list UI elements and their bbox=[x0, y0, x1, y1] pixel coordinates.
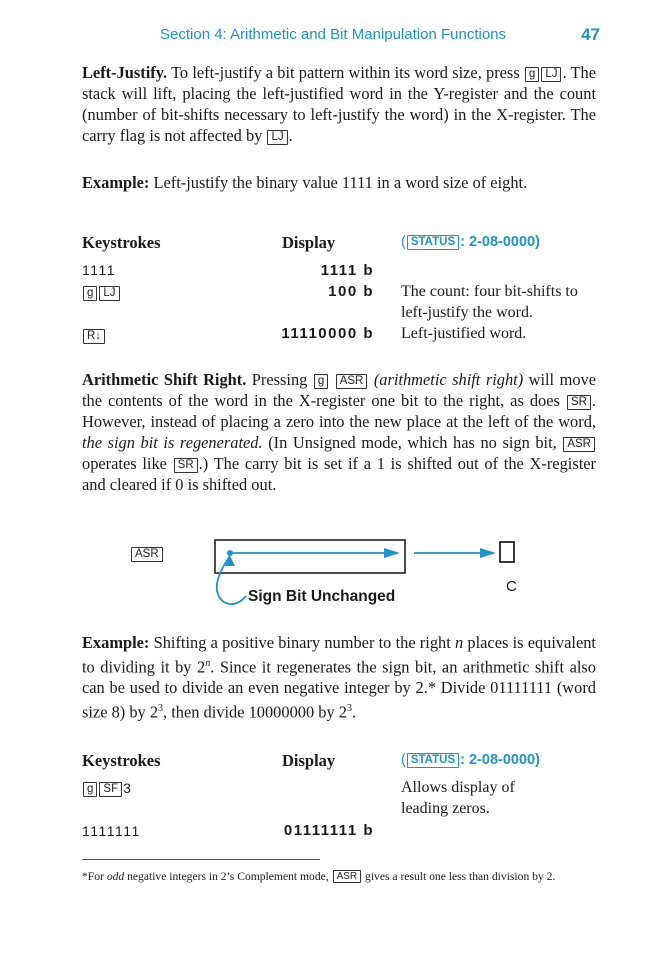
example-label: Example: bbox=[82, 173, 150, 192]
footnote-rule bbox=[82, 859, 320, 860]
footnote bbox=[82, 869, 596, 885]
roll-down-key: R↓ bbox=[83, 329, 105, 344]
asr-key: ASR bbox=[333, 870, 362, 883]
keystrokes-heading: Keystrokes bbox=[82, 751, 161, 770]
carry-box bbox=[500, 542, 514, 562]
sf-key: SF bbox=[99, 782, 122, 797]
lj-text-1: To left-justify a bit pattern within its word size, press bbox=[167, 63, 524, 82]
keystroke-entry bbox=[82, 327, 106, 345]
footnote-odd: odd bbox=[106, 870, 125, 883]
example2-text-5: . bbox=[351, 702, 357, 722]
description: Left-justified word. bbox=[401, 325, 527, 342]
register-box bbox=[215, 540, 405, 573]
lj-key: LJ bbox=[99, 286, 119, 301]
asr-text-7: operates like bbox=[82, 454, 173, 473]
description: Allows display of leading zeros. bbox=[401, 779, 515, 817]
asr-text-8: .) The carry bit is set if a 1 is shifted out of the X-register and cleared if 0 is shifted out. bbox=[82, 454, 596, 494]
g-key: g bbox=[314, 374, 328, 389]
asr-text-1: Pressing bbox=[246, 370, 313, 389]
example2-exp-3b: 3 bbox=[346, 703, 352, 715]
display-value: 01111111 b bbox=[283, 822, 374, 839]
asr-example bbox=[82, 632, 596, 723]
description: The count: four bit-shifts to left-justify the word. bbox=[401, 283, 578, 321]
keystroke-entry bbox=[82, 780, 131, 797]
example2-exp-n: n bbox=[205, 658, 211, 669]
asr-key: ASR bbox=[563, 437, 595, 452]
status-key: STATUS bbox=[407, 235, 459, 250]
g-key: g bbox=[83, 782, 97, 797]
left-justify-example bbox=[82, 172, 596, 193]
carry-label: C bbox=[506, 578, 517, 595]
g-key: g bbox=[525, 67, 539, 82]
left-justify-title: Left-Justify. bbox=[82, 63, 168, 82]
sign-bit-caption: Sign Bit Unchanged bbox=[248, 588, 396, 605]
keystroke-digit: 3 bbox=[123, 780, 131, 796]
asr-key: ASR bbox=[131, 547, 163, 562]
example2-text-2: places is equivalent to dividing it by 2 bbox=[82, 633, 596, 677]
status-note bbox=[401, 234, 540, 250]
example2-text-1: Shifting a positive binary number to the right bbox=[149, 633, 455, 652]
keystroke-entry: 1111111 bbox=[82, 823, 141, 839]
footnote-text-1: *For bbox=[82, 870, 107, 883]
lj-key: LJ bbox=[541, 67, 561, 82]
display-value: 100 b bbox=[328, 283, 374, 300]
asr-text-5: the sign bit is regenerated. bbox=[82, 433, 263, 452]
example2-exp-3: 3 bbox=[158, 703, 164, 715]
arithmetic-shift-right-paragraph bbox=[82, 369, 596, 495]
asr-text-6: (In Unsigned mode, which has no sign bit, bbox=[262, 433, 563, 452]
sr-key: SR bbox=[567, 395, 591, 410]
lj-text-3: . bbox=[288, 126, 293, 145]
page-number: 47 bbox=[581, 25, 600, 44]
asr-text-2: (arithmetic shift right) bbox=[373, 370, 524, 389]
asr-text-4: . However, instead of placing a zero into the new place at the left of the word, bbox=[82, 391, 596, 431]
carry-arrowhead bbox=[480, 548, 496, 558]
footnote-text-2: negative integers in 2’s Complement mode, bbox=[124, 870, 332, 883]
example-label: Example: bbox=[82, 633, 150, 652]
display-heading: Display bbox=[282, 751, 336, 770]
status-note bbox=[401, 752, 540, 768]
diagram-key-label bbox=[130, 545, 164, 563]
footnote-text-3: gives a result one less than division by 2. bbox=[362, 870, 556, 883]
lj-key: LJ bbox=[267, 130, 287, 145]
section-title: Section 4: Arithmetic and Bit Manipulation Functions bbox=[160, 26, 507, 43]
example2-n: n bbox=[454, 633, 464, 652]
asr-text-3: will move the contents of the word in the X-register one bit to the right, as does bbox=[82, 370, 596, 410]
sign-bit-dot bbox=[227, 550, 233, 556]
asr-title: Arithmetic Shift Right. bbox=[82, 370, 247, 389]
asr-key: ASR bbox=[336, 374, 368, 389]
example2-text-3: . Since it regenerates the sign bit, an arithmetic shift also can be used to divide an even negative integer by 2.* Divide 01111111 (word size 8) by 2 bbox=[82, 657, 596, 722]
left-justify-paragraph bbox=[82, 62, 596, 146]
status-open-paren: ( bbox=[401, 752, 406, 768]
sr-key: SR bbox=[174, 458, 198, 473]
display-heading: Display bbox=[282, 233, 336, 252]
lj-text-2: . The stack will lift, placing the left-justified word in the Y-register and the count (number of bit-shifts necessary to left-justify the word) in the X-register. The carry flag is not affected by bbox=[82, 63, 596, 145]
g-key: g bbox=[83, 286, 97, 301]
status-value: : 2-08-0000) bbox=[460, 752, 540, 768]
status-open-paren: ( bbox=[401, 234, 406, 250]
status-key: STATUS bbox=[407, 753, 459, 768]
keystrokes-heading: Keystrokes bbox=[82, 233, 161, 252]
keystroke-entry bbox=[82, 284, 121, 302]
status-value: : 2-08-0000) bbox=[460, 234, 540, 250]
shift-arrowhead bbox=[384, 548, 400, 558]
example2-text-4: , then divide 10000000 by 2 bbox=[163, 702, 347, 722]
example-text: Left-justify the binary value 1111 in a word size of eight. bbox=[149, 173, 528, 192]
keystroke-entry: 1111 bbox=[82, 262, 117, 278]
display-value: 1111 b bbox=[320, 262, 374, 279]
display-value: 11110000 b bbox=[281, 325, 374, 342]
